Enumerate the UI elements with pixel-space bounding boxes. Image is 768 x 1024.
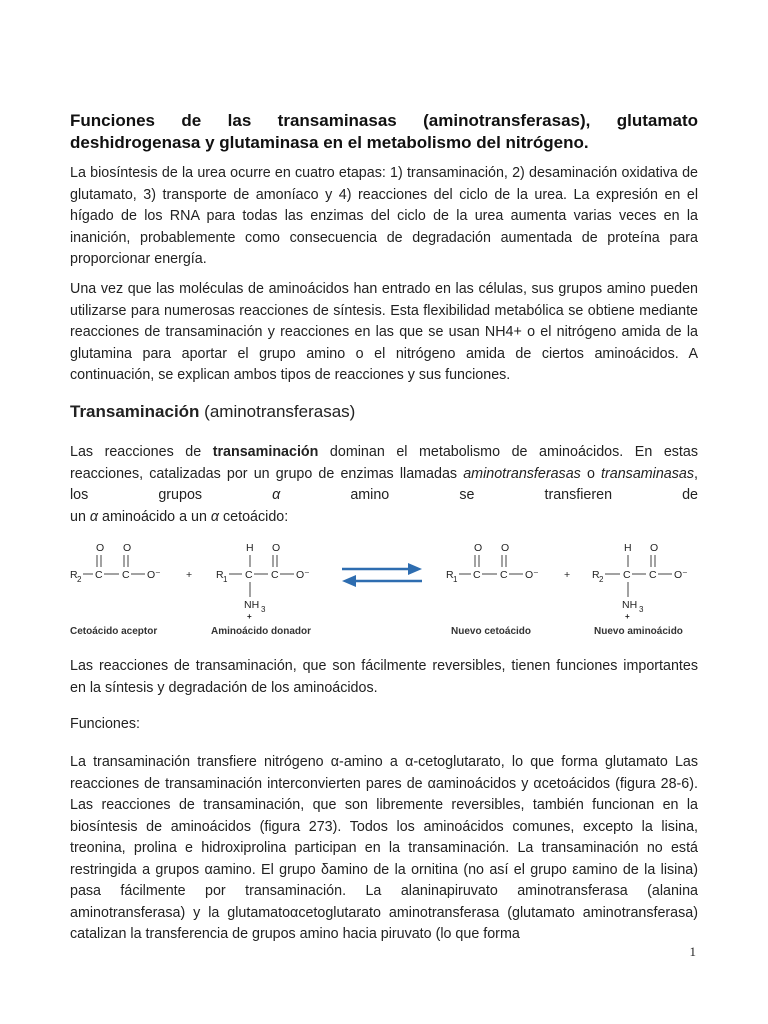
p3-text-7: aminoácido a un	[98, 508, 211, 525]
atom-nh: NH	[622, 599, 638, 611]
charge-plus: +	[247, 612, 252, 621]
atom-c: C	[122, 569, 130, 581]
subscript: 3	[261, 605, 266, 614]
atom-o-minus: O⁻	[525, 569, 539, 581]
label-new-amino: Nuevo aminoácido	[594, 626, 683, 637]
paragraph-urea-biosynthesis: La biosíntesis de la urea ocurre en cuatro etapas: 1) transaminación, 2) desaminación oxidativa de glutamato, 3) transporte de amoníaco y 4) reacciones del ciclo de la urea. La expresión en el hígado de los RNA para todas las enzimas del ciclo de la urea aumenta varias veces en la inanición, probablemente como consecuencia de degradación aumentada de proteína para proporcionar energía.	[70, 165, 698, 267]
p3-last-line	[70, 507, 698, 529]
paragraph-transamination-intro	[70, 442, 698, 528]
p3-italic-transaminasas: transaminasas	[601, 465, 695, 482]
atom-o-minus: O⁻	[147, 569, 161, 581]
atom-o-minus: O⁻	[674, 569, 688, 581]
transamination-reaction-diagram	[70, 535, 710, 645]
atom-c: C	[500, 569, 508, 581]
charge-plus: +	[625, 612, 630, 621]
atom-c: C	[95, 569, 103, 581]
paragraph-reversibility: Las reacciones de transaminación, que son fácilmente reversibles, tienen funciones importantes en la síntesis y degradación de los aminoácidos.	[70, 658, 698, 696]
subscript: 2	[77, 575, 82, 584]
molecule-keto-acceptor	[70, 542, 161, 637]
label-amino-donor: Aminoácido donador	[211, 626, 311, 637]
atom-o-minus: O⁻	[296, 569, 310, 581]
p3-text-4: , los grupos	[70, 465, 698, 503]
atom-o: O	[501, 542, 510, 554]
p3-bold-transamination: transaminación	[212, 444, 319, 460]
atom-c: C	[473, 569, 481, 581]
heading-normal-text: (aminotransferasas)	[199, 402, 356, 421]
equilibrium-arrows	[342, 563, 422, 587]
molecule-new-amino	[592, 542, 688, 637]
subscript: 2	[599, 575, 604, 584]
molecule-amino-donor	[211, 542, 311, 637]
section-heading-transamination	[70, 401, 355, 423]
p3-alpha-1: α	[272, 487, 281, 503]
p3-text-8: cetoácido:	[219, 508, 289, 525]
page-number: 1	[689, 944, 696, 959]
atom-h: H	[624, 542, 632, 554]
p3-alpha-3: α	[210, 508, 220, 525]
atom-c: C	[649, 569, 657, 581]
atom-h: H	[246, 542, 254, 554]
p3-text-1: Las reacciones de	[70, 444, 213, 460]
label-keto-acceptor: Cetoácido aceptor	[70, 626, 158, 637]
atom-o: O	[96, 542, 105, 554]
atom-o: O	[650, 542, 659, 554]
p3-alpha-2: α	[89, 508, 99, 525]
subscript: 1	[453, 575, 458, 584]
atom-r: R	[592, 569, 600, 581]
atom-o: O	[123, 542, 132, 554]
p3-text-6: un	[70, 508, 90, 525]
atom-nh: NH	[244, 599, 260, 611]
atom-o: O	[474, 542, 483, 554]
atom-o: O	[272, 542, 281, 554]
p3-text-2: dominan el metabolismo de aminoácidos. En estas reacciones, catalizadas por un grupo de enzimas llamadas	[70, 444, 698, 482]
plus-sign: +	[186, 569, 193, 581]
funciones-label: Funciones:	[70, 716, 140, 732]
p3-text-5: amino se transfieren de	[280, 487, 698, 503]
paragraph-functions: La transaminación transfiere nitrógeno α-amino a α-cetoglutarato, lo que forma glutamato Las reacciones de transaminación interconvierten pares de αaminoácidos y αcetoácidos (figura 28-6). Las reacciones de transaminación, que son libremente reversibles, también funcionan en la biosíntesis de aminoácidos (figura 273). Todos los aminoácidos comunes, excepto la lisina, treonina, prolina e hidroxiprolina participan en la transaminación. La transaminación no está restringida a grupos αamino. El grupo δamino de la ornitina (no así el grupo εamino de la lisina) pasa fácilmente por transaminación. La alaninapiruvato aminotransferasa (alanina aminotransferasa) y la glutamatoαcetoglutarato aminotransferasa (glutamato aminotransferasa) catalizan la transferencia de grupos amino hacia piruvato (lo que forma	[70, 754, 698, 942]
atom-r: R	[446, 569, 454, 581]
molecule-new-keto	[446, 542, 539, 637]
paragraph-amino-groups: Una vez que las moléculas de aminoácidos han entrado en las células, sus grupos amino pueden utilizarse para numerosas reacciones de síntesis. Esta flexibilidad metabólica se obtiene mediante reacciones de transaminación y reacciones en las que se usan NH4+ o el nitrógeno amida de la glutamina para aportar el grupo amino o el nitrógeno amida de ciertos aminoácidos. A continuación, se explican ambos tipos de reacciones y sus funciones.	[70, 281, 698, 383]
atom-r: R	[70, 569, 78, 581]
p3-italic-aminotransferasas: aminotransferasas	[463, 465, 581, 482]
atom-c: C	[271, 569, 279, 581]
plus-sign: +	[564, 569, 571, 581]
heading-bold-text: Transaminación	[70, 402, 200, 421]
subscript: 3	[639, 605, 644, 614]
document-title: Funciones de las transaminasas (aminotransferasas), glutamato deshidrogenasa y glutaminasa en el metabolismo del nitrógeno.	[70, 111, 698, 152]
atom-c: C	[245, 569, 253, 581]
label-new-keto: Nuevo cetoácido	[451, 626, 532, 637]
p3-text-3: o	[580, 465, 602, 482]
atom-c: C	[623, 569, 631, 581]
subscript: 1	[223, 575, 228, 584]
atom-r: R	[216, 569, 224, 581]
